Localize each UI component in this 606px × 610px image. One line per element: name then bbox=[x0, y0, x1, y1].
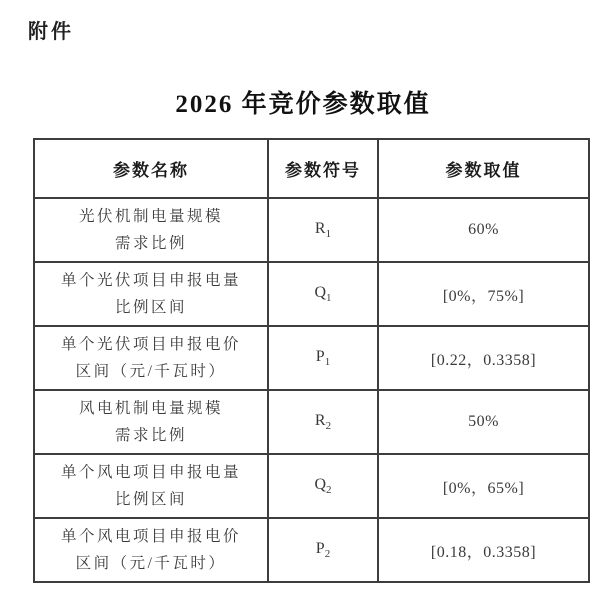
param-name-cell bbox=[34, 326, 268, 390]
symbol-base: R bbox=[314, 219, 326, 237]
param-name-line2: 比例区间 bbox=[114, 491, 187, 508]
table-row bbox=[34, 390, 589, 454]
param-value-cell: 60% bbox=[378, 198, 589, 262]
param-name-line1: 单个光伏项目申报电量 bbox=[60, 271, 241, 289]
param-name-cell bbox=[34, 454, 268, 518]
param-name-line1: 单个风电项目申报电量 bbox=[60, 463, 241, 481]
table-row bbox=[34, 262, 589, 326]
param-name-line2: 区间（元/千瓦时） bbox=[75, 363, 227, 380]
param-symbol-cell bbox=[268, 262, 378, 326]
column-header-value: 参数取值 bbox=[378, 139, 589, 198]
param-name-cell bbox=[34, 518, 268, 582]
param-name-cell bbox=[34, 198, 268, 262]
symbol-base: R bbox=[314, 411, 326, 429]
param-value-cell: [0.22，0.3358] bbox=[378, 326, 589, 390]
parameter-table bbox=[33, 138, 590, 583]
param-symbol-cell bbox=[268, 454, 378, 518]
param-name-line1: 单个风电项目申报电价 bbox=[60, 527, 241, 545]
table-row bbox=[34, 326, 589, 390]
param-name-line2: 需求比例 bbox=[114, 235, 187, 252]
param-name-line2: 区间（元/千瓦时） bbox=[75, 555, 227, 572]
symbol-subscript: 2 bbox=[325, 420, 332, 433]
table-row bbox=[34, 454, 589, 518]
symbol-base: P bbox=[315, 539, 325, 557]
param-symbol-cell bbox=[268, 390, 378, 454]
param-name-cell bbox=[34, 390, 268, 454]
param-symbol-cell bbox=[268, 518, 378, 582]
page-title: 2026 年竞价参数取值 bbox=[175, 91, 431, 118]
param-value-cell: [0.18，0.3358] bbox=[378, 518, 589, 582]
table-header-row bbox=[34, 139, 589, 198]
param-value-cell: [0%，75%] bbox=[378, 262, 589, 326]
symbol-subscript: 2 bbox=[326, 484, 332, 497]
symbol-base: Q bbox=[314, 283, 327, 301]
param-value-cell: 50% bbox=[378, 390, 589, 454]
symbol-subscript: 1 bbox=[326, 292, 332, 305]
symbol-subscript: 1 bbox=[325, 228, 332, 241]
symbol-subscript: 1 bbox=[324, 356, 331, 369]
symbol-base: P bbox=[315, 347, 325, 365]
table-row bbox=[34, 198, 589, 262]
table-row bbox=[34, 518, 589, 582]
column-header-symbol: 参数符号 bbox=[268, 139, 378, 198]
param-name-line1: 光伏机制电量规模 bbox=[78, 207, 223, 225]
column-header-name: 参数名称 bbox=[34, 139, 268, 198]
param-name-line2: 比例区间 bbox=[114, 299, 187, 316]
attachment-label: 附件 bbox=[28, 21, 74, 43]
param-name-line1: 风电机制电量规模 bbox=[78, 399, 223, 417]
param-symbol-cell bbox=[268, 326, 378, 390]
symbol-subscript: 2 bbox=[324, 548, 331, 561]
param-name-line2: 需求比例 bbox=[114, 427, 187, 444]
symbol-base: Q bbox=[314, 475, 327, 493]
param-value-cell: [0%，65%] bbox=[378, 454, 589, 518]
param-name-line1: 单个光伏项目申报电价 bbox=[60, 335, 241, 353]
param-name-cell bbox=[34, 262, 268, 326]
param-symbol-cell bbox=[268, 198, 378, 262]
